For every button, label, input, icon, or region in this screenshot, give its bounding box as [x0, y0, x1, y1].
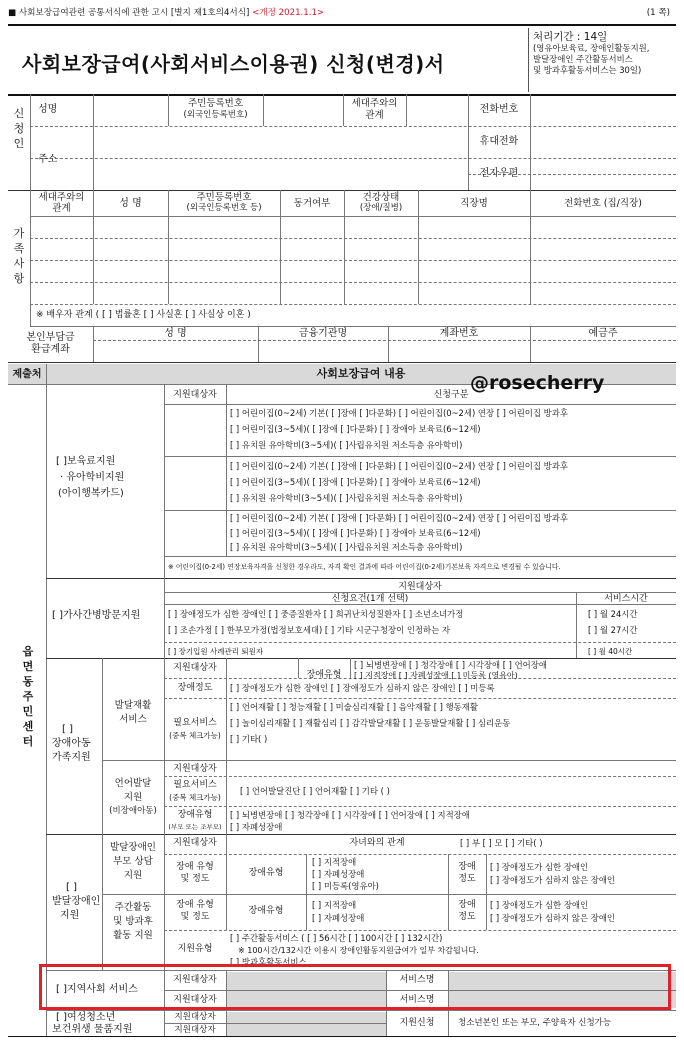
homecare-req-line3[interactable]: [ ] 장기입원 사례관리 퇴원자 [168, 647, 264, 656]
family-col-health-sub: (장애/질병) [359, 203, 403, 213]
applicant-rrn-sub-label: (외국인등록번호) [183, 110, 248, 120]
family-col-health: 건강상태 [362, 192, 400, 203]
parent-degree-label-1: 장애 [458, 862, 476, 872]
homecare-time-40[interactable]: [ ] 월 40시간 [588, 647, 633, 656]
applicant-relation-label-2: 관계 [365, 110, 384, 121]
day-type-opts-1[interactable]: [ ] 지적장애 [312, 900, 357, 910]
childdisability-label-2: 장애아동 [52, 738, 91, 749]
processing-note-3: 및 방과후활동서비스는 30일) [533, 65, 642, 75]
applicant-side-label: 신청인 [13, 107, 25, 150]
submit-office-head: 제출처 [12, 369, 42, 380]
community-service-name-2: 서비스명 [399, 995, 435, 1005]
childcare-r3-line3[interactable]: [ ] 유치원 유아학비(3~5세)( [ ]사립유치원 저소득층 유아학비) [230, 542, 463, 552]
dev-rehab-type-label: 장애유형 [306, 670, 342, 680]
parent-degree-label-2: 정도 [458, 874, 476, 884]
lang-dev-label-2: 지원 [123, 792, 143, 803]
form-header-line [8, 6, 676, 20]
highlight-box [39, 964, 671, 1010]
childcare-category-label: 신청구분 [433, 390, 469, 400]
youth-hygiene-label-2: 보건위생 물품지원 [52, 1024, 133, 1035]
revision-note: <개정 2021.1.1> [252, 8, 325, 18]
page-number: (1 쪽) [646, 8, 670, 18]
childcare-r3-line2[interactable]: [ ] 어린이집(3~5세)( [ ]장애 [ ]다문화) [ ] 장애아 보육료(6~12세) [230, 528, 481, 538]
family-col-workplace: 직장명 [460, 198, 488, 209]
day-activity-label-2: 및 방과후 [113, 916, 153, 927]
processing-period-box [528, 28, 676, 92]
community-service-label: [ ]지역사회 서비스 [56, 984, 138, 995]
depositor-label: 예금주 [588, 328, 618, 339]
lang-dev-label-3: (비장애아동) [109, 806, 157, 816]
family-col-cohabit: 동거여부 [293, 198, 331, 209]
family-side-label: 가족사항 [13, 227, 25, 285]
child-relation-label: 자녀와의 관계 [349, 838, 405, 848]
applicant-rrn-label: 주민등록번호 [187, 98, 244, 109]
childcare-r2-line3[interactable]: [ ] 유치원 유아학비(3~5세)( [ ]사립유치원 저소득층 유아학비) [230, 493, 463, 503]
dev-rehab-degree-label: 장애정도 [177, 683, 213, 693]
day-type-head: 장애유형 [248, 906, 284, 916]
applicant-mobile-label: 휴대전화 [479, 136, 519, 147]
lang-dev-type-label: 장애유형 [177, 810, 213, 820]
processing-period: 처리기간 : 14일 [533, 31, 608, 43]
parent-type-label-2: 및 정도 [180, 874, 210, 884]
homecare-label: [ ]가사간병방문지원 [52, 610, 141, 621]
day-activity-label-3: 활동 지원 [113, 930, 153, 941]
parent-degree-opts-1[interactable]: [ ] 장애정도가 심한 장애인 [490, 862, 589, 872]
homecare-req-line2[interactable]: [ ] 조손가정 [ ] 한부모가정(법정보호세대) [ ] 기타 시군구청장이 인정하는 자 [168, 625, 450, 635]
support-type-opts-2[interactable]: [ ] 방과후활동서비스 [230, 957, 307, 967]
lang-dev-target-label: 지원대상자 [173, 764, 217, 774]
lang-dev-need-label-2: (중복 체크가능) [169, 793, 221, 802]
devdisability-label-2: 발달장애인 [52, 896, 101, 907]
parent-counsel-target-label: 지원대상자 [173, 838, 217, 848]
law-note: ■ 사회보장급여관련 공통서식에 관한 고시 [별지 제1호의4서식] [8, 8, 250, 18]
childcare-r2-line1[interactable]: [ ] 어린이집(0~2세) 기본( [ ]장애 [ ]다문화) [ ] 어린이집(0~2세) 연장 [ ] 어린이집 방과후 [230, 461, 568, 471]
form-title: 사회보장급여(사회서비스이용권) 신청(변경)서 [22, 52, 445, 76]
day-degree-opts-2[interactable]: [ ] 장애정도가 심하지 않은 장애인 [490, 913, 616, 923]
refund-account-label: 본인부담금 [26, 332, 75, 343]
applicant-relation-label: 세대주와의 [351, 98, 398, 109]
form-page [8, 6, 676, 1042]
lang-dev-need-label: 필요서비스 [173, 780, 217, 790]
dev-rehab-need-opts-2[interactable]: [ ] 놀이심리재활 [ ] 재활심리 [ ] 감각발달재활 [ ] 운동발달재활 [ ] 심리운동 [230, 718, 511, 728]
applicant-email-label: 전자우편 [479, 168, 519, 179]
parent-type-opts-3[interactable]: [ ] 미등록(영유아) [312, 881, 379, 891]
dev-rehab-type-opts-1[interactable]: [ ] 뇌병변장애 [ ] 청각장애 [ ] 시각장애 [ ] 언어장애 [354, 660, 547, 670]
family-col-rrn-sub: (외국인등록번호 등) [186, 203, 262, 213]
child-relation-opts[interactable]: [ ] 부 [ ] 모 [ ] 기타( ) [460, 838, 543, 848]
lang-dev-type-label-2: (부모 또는 조부모) [168, 823, 222, 831]
devdisability-label-1: [ ] [66, 882, 77, 893]
family-col-rrn: 주민등록번호 [196, 192, 252, 203]
dev-rehab-need-opts-1[interactable]: [ ] 언어재활 [ ] 청능재활 [ ] 미술심리재활 [ ] 음악재활 [ ] 행동재활 [230, 702, 478, 712]
dev-rehab-label-1: 발달재활 [114, 700, 152, 711]
dev-rehab-need-label: 필요서비스 [173, 718, 217, 728]
childcare-label-1: [ ]보육료지원 [56, 456, 116, 467]
lang-dev-type-opts-1[interactable]: [ ] 뇌병변장애 [ ] 청각장애 [ ] 시각장애 [ ] 언어장애 [ ] 지적장애 [230, 810, 470, 820]
childdisability-label-3: 가족지원 [52, 752, 91, 763]
support-type-note: ※ 100시간/132시간 이용시 장애인활동지원급여가 일부 차감됩니다. [238, 946, 479, 955]
childcare-r3-line1[interactable]: [ ] 어린이집(0~2세) 기본( [ ]장애 [ ]다문화) [ ] 어린이집(0~2세) 연장 [ ] 어린이집 방과후 [230, 513, 568, 523]
dev-rehab-need-opts-3[interactable]: [ ] 기타( ) [230, 734, 268, 744]
parent-type-label-1: 장애 유형 [176, 862, 214, 872]
childcare-target-label: 지원대상자 [173, 390, 217, 400]
applicant-phone-label: 전화번호 [479, 104, 519, 115]
form-frame [8, 24, 676, 1034]
dev-rehab-type-opts-2[interactable]: [ ] 지적장애 [ ] 자폐성장애 [ ] 미등록 (영유아) [354, 671, 518, 680]
bank-name-label: 금융기관명 [298, 328, 348, 339]
childcare-r1-line2[interactable]: [ ] 어린이집(3~5세)( [ ]장애 [ ]다문화) [ ] 장애아 보육료(6~12세) [230, 424, 481, 434]
parent-type-opts-2[interactable]: [ ] 자폐성장애 [312, 869, 365, 879]
account-number-label: 계좌번호 [439, 328, 479, 339]
childdisability-label-1: [ ] [62, 724, 73, 735]
day-degree-opts-1[interactable]: [ ] 장애정도가 심한 장애인 [490, 900, 589, 910]
devdisability-label-3: 지원 [60, 910, 80, 921]
office-side-label: 읍면동 주민센터 [22, 645, 34, 748]
day-activity-label-1: 주간활동 [114, 902, 152, 913]
parent-counsel-label-1: 발달장애인 [110, 842, 156, 853]
homecare-time-label: 서비스시간 [604, 594, 648, 604]
day-type-opts-2[interactable]: [ ] 자폐성장애 [312, 913, 365, 923]
homecare-req-line1[interactable]: [ ] 장애정도가 심한 장애인 [ ] 중증질환자 [ ] 희귀난치성질환자 [ ] 소년소녀가정 [168, 609, 464, 619]
community-target-2: 지원대상자 [173, 995, 217, 1005]
dev-rehab-target-label: 지원대상자 [173, 663, 217, 673]
benefit-content-head: 사회보장급여 내용 [316, 367, 406, 380]
parent-counsel-label-2: 부모 상담 [113, 856, 153, 867]
processing-note-1: (영유아보육료, 장애인활동지원, [533, 43, 650, 53]
youth-hygiene-label-1: [ ]여성청소년 [56, 1012, 116, 1023]
dev-rehab-label-2: 서비스 [119, 714, 147, 725]
day-type-label-1: 장애 유형 [176, 900, 214, 910]
parent-counsel-label-3: 지원 [123, 870, 143, 881]
support-type-opts-1[interactable]: [ ] 주간활동서비스 ( [ ] 56시간 [ ] 100시간 [ ] 132시간) [230, 933, 443, 943]
lang-dev-label-1: 언어발달 [114, 778, 152, 789]
day-type-label-2: 및 정도 [180, 912, 210, 922]
youth-apply-label: 지원신청 [399, 1018, 435, 1028]
processing-note-2: 발달장애인 주간활동서비스 [533, 54, 633, 64]
childcare-r1-line3[interactable]: [ ] 유치원 유아학비(3~5세)( [ ]사립유치원 저소득층 유아학비) [230, 440, 463, 450]
community-target-1: 지원대상자 [173, 975, 217, 985]
parent-type-head: 장애유형 [248, 868, 284, 878]
parent-degree-opts-2[interactable]: [ ] 장애정도가 심하지 않은 장애인 [490, 875, 616, 885]
childcare-note: ※ 어린이집(0-2세) 연장보육자격을 신청한 경우라도, 자격 확인 결과에 따라 어린이집(0-2세)기본보육 자격으로 변경될 수 있습니다. [168, 563, 561, 571]
homecare-target-label: 지원대상자 [398, 582, 442, 592]
day-degree-label-2: 정도 [458, 912, 476, 922]
childcare-label-2: · 유아학비지원 [60, 472, 125, 483]
homecare-time-24[interactable]: [ ] 월 24시간 [588, 609, 638, 619]
parent-type-opts-1[interactable]: [ ] 지적장애 [312, 857, 357, 867]
youth-target-2: 지원대상자 [174, 1025, 216, 1035]
family-col-relation-2: 관계 [52, 203, 71, 214]
spouse-relation-note: ※ 배우자 관계 ( [ ] 법률혼 [ ] 사실혼 [ ] 사실상 이혼 ) [36, 310, 251, 320]
account-holder-name-label: 성 명 [164, 328, 187, 339]
lang-dev-need-opts[interactable]: [ ] 언어발달진단 [ ] 언어재활 [ ] 기타 ( ) [240, 786, 390, 796]
family-col-relation: 세대주와의 [38, 192, 85, 203]
day-degree-label-1: 장애 [458, 900, 476, 910]
community-service-name-1: 서비스명 [399, 975, 435, 985]
childcare-r1-line1[interactable]: [ ] 어린이집(0~2세) 기본( [ ]장애 [ ]다문화) [ ] 어린이집(0~2세) 연장 [ ] 어린이집 방과후 [230, 408, 568, 418]
childcare-r2-line2[interactable]: [ ] 어린이집(3~5세)( [ ]장애 [ ]다문화) [ ] 장애아 보육료(6~12세) [230, 477, 481, 487]
homecare-time-27[interactable]: [ ] 월 27시간 [588, 625, 638, 635]
refund-account-label-2: 환급계좌 [31, 344, 70, 355]
youth-target-1: 지원대상자 [174, 1012, 216, 1022]
applicant-name-label: 성명 [38, 104, 58, 115]
childcare-label-3: (아이행복카드) [58, 488, 124, 499]
watermark-text: @rosecherry [470, 372, 605, 394]
family-col-phone: 전화번호 (집/직장) [564, 198, 642, 209]
youth-apply-value: 청소년본인 또는 부모, 주양육자 신청가능 [458, 1018, 612, 1028]
applicant-address-label: 주소 [38, 154, 58, 165]
dev-rehab-need-label-2: (중복 체크가능) [169, 731, 221, 740]
dev-rehab-degree-opts[interactable]: [ ] 장애정도가 심한 장애인 [ ] 장애정도가 심하지 않은 장애인 [ ] 미등록 [230, 683, 495, 693]
support-type-label: 지원유형 [177, 944, 213, 954]
family-col-name: 성 명 [119, 198, 142, 209]
lang-dev-type-opts-2[interactable]: [ ] 자폐성장애 [230, 822, 283, 832]
homecare-requirement-label: 신청요건(1개 선택) [331, 594, 409, 604]
